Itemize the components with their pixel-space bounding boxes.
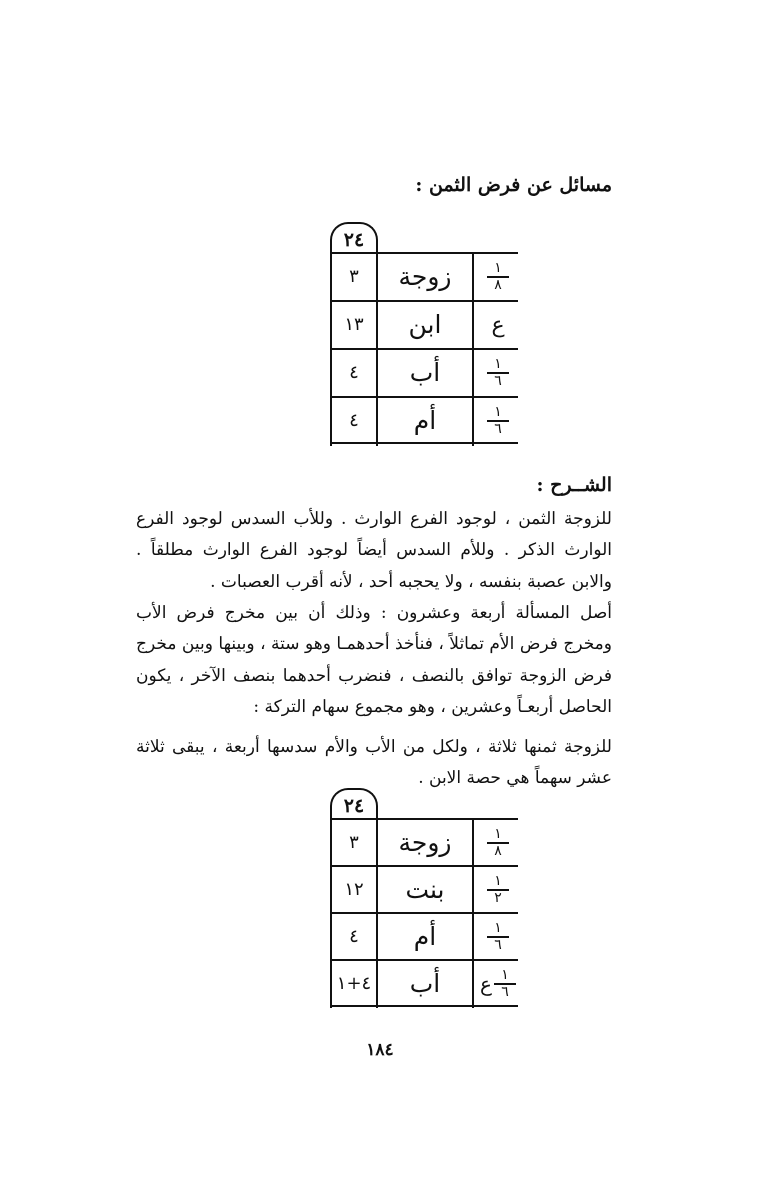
fraction-numerator: ١ [487,827,509,844]
fraction-numerator: ١ [487,405,509,422]
fraction-cell [478,867,518,913]
fraction-numerator: ١ [487,261,509,278]
heir-cell: أم [413,922,437,951]
table-row [330,865,518,913]
residuary-mark: ع [480,972,492,996]
heir-cell: أم [413,406,437,435]
fraction-denominator: ٦ [494,421,502,437]
fraction-denominator: ٦ [494,937,502,953]
heir-cell: أب [409,358,441,387]
table-row [330,912,518,960]
page-number: ١٨٤ [366,1040,394,1060]
table-row [330,396,518,444]
share-cell: ١٣ [344,314,364,335]
fraction-denominator: ٨ [494,843,502,859]
fraction-denominator: ٨ [494,277,502,293]
heir-cell: بنت [405,875,445,904]
share-cell: ٣ [349,832,359,853]
paragraph-3: للزوجة ثمنها ثلاثة ، ولكل من الأب والأم سدسها أربعة ، يبقى ثلاثة عشر سهماً هي حصة الابن . [136,737,612,789]
fraction-cell [478,961,518,1007]
fraction-cell [478,254,518,300]
fraction [487,261,509,293]
fraction-cell [478,302,518,348]
heir-cell: ابن [408,310,442,339]
table-row [330,348,518,396]
paragraph-2: أصل المسألة أربعة وعشرون : وذلك أن بين مخرج فرض الأب ومخرج فرض الأم تماثلاً ، فنأخذ أحدهمـا وهو ستة ، وبينها وبين مخرج فرض الزوجة توافق بالنصف ، فنضرب أحدهما بنصف الآخر ، يكون الحاصل أربعـاً وعشرين ، وهو مجموع سهام التركة : [136,603,612,718]
fraction [487,405,509,437]
table-row [330,252,518,300]
fraction [487,827,509,859]
fraction-denominator: ٦ [501,984,509,1000]
heir-cell: زوجة [398,828,452,857]
explanation-title: الشــرح : [536,474,612,496]
fraction [487,921,509,953]
share-cell: ٤ [349,362,359,383]
heir-cell: زوجة [398,262,452,291]
fraction [487,874,509,906]
share-cell: ٤ [349,926,359,947]
fraction-denominator: ٢ [494,890,502,906]
residuary-mark: ع [491,312,505,338]
mixed-share [480,968,516,1000]
fraction-cell [478,398,518,444]
fraction-cell [478,350,518,396]
share-cell: ٣ [349,266,359,287]
fraction-numerator: ١ [494,968,516,985]
section-heading: مسائل عن فرض الثمن : [415,174,612,196]
share-cell: ٤+١ [336,973,372,994]
fraction-denominator: ٦ [494,373,502,389]
table-row [330,300,518,348]
base-number: ٢٤ [330,788,378,820]
share-cell: ٤ [349,410,359,431]
paragraph-1: للزوجة الثمن ، لوجود الفرع الوارث . وللأب السدس لوجود الفرع الوارث الذكر . وللأم السدس أيضاً لوجود الفرع الوارث مطلقاً . والابن عصبة بنفسه ، ولا يحجبه أحد ، لأنه أقرب العصبات . [136,509,612,592]
fraction-cell [478,820,518,866]
inheritance-table-1 [330,222,518,446]
fraction-numerator: ١ [487,921,509,938]
fraction-numerator: ١ [487,874,509,891]
fraction [494,968,516,1000]
fraction-cell [478,914,518,960]
fraction-numerator: ١ [487,357,509,374]
heir-cell: أب [409,969,441,998]
share-cell: ١٢ [344,879,364,900]
table-row [330,818,518,866]
inheritance-table-2 [330,788,518,1008]
base-number: ٢٤ [330,222,378,254]
fraction [487,357,509,389]
table-row [330,959,518,1007]
